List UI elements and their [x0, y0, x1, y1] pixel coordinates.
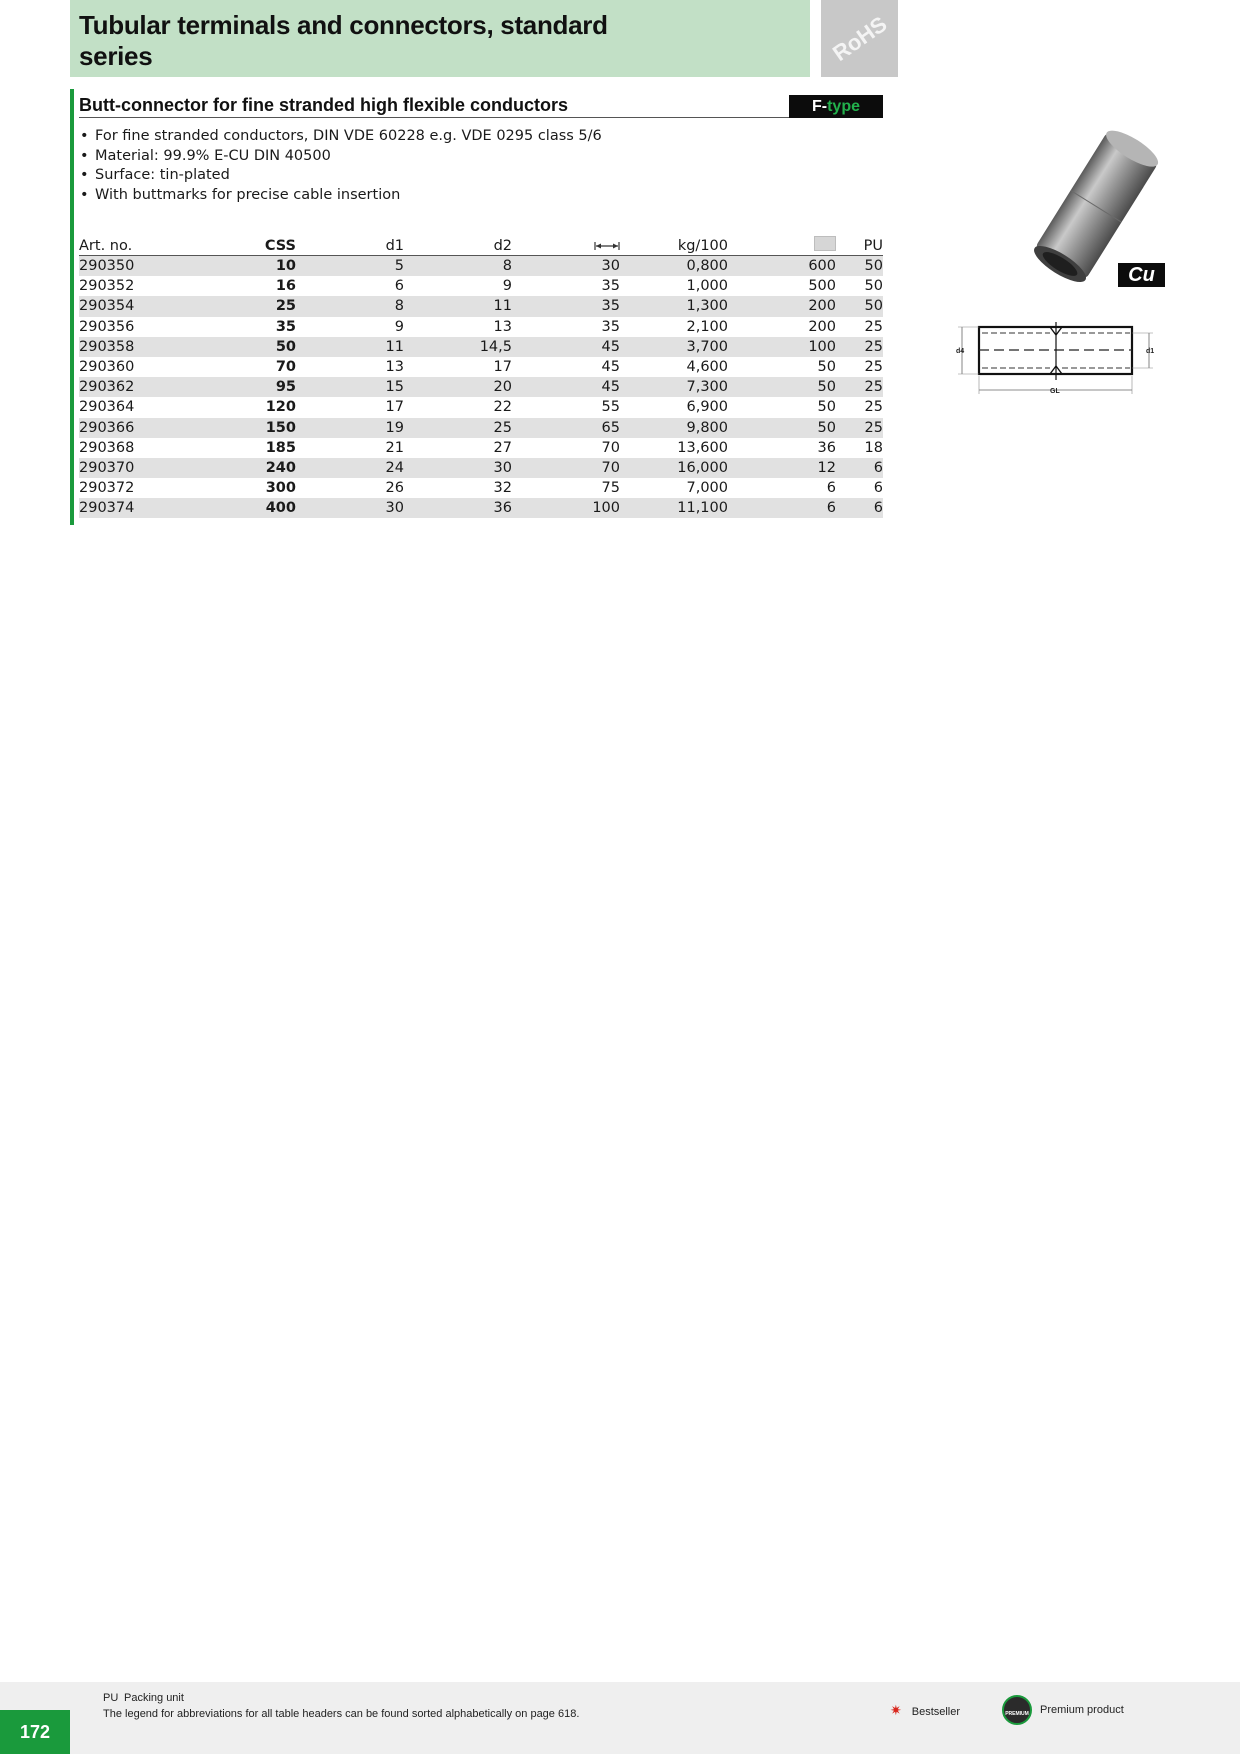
cell-package: 50 [728, 418, 836, 438]
feature-text: Material: 99.9% E-CU DIN 40500 [95, 147, 331, 164]
package-icon [814, 236, 836, 251]
length-arrow-icon [594, 241, 620, 251]
feature-text: For fine stranded conductors, DIN VDE 60228 e.g. VDE 0295 class 5/6 [95, 128, 602, 144]
cell-d1: 30 [296, 498, 404, 518]
cell-css: 70 [275, 359, 296, 376]
label-d4: d4 [956, 348, 965, 355]
cell-pu: 25 [836, 337, 883, 357]
cell-d2: 27 [493, 439, 512, 456]
cell-d1: 19 [296, 418, 404, 438]
cell-css: 25 [201, 296, 296, 316]
bullet-icon: • [80, 186, 89, 203]
cell-pu: 50 [836, 296, 883, 316]
table-row [79, 498, 883, 518]
table-row [79, 438, 883, 458]
cell-length: 45 [601, 359, 620, 376]
cell-art-no: 290350 [79, 256, 201, 277]
cell-d2: 9 [502, 278, 512, 295]
premium-legend [1002, 1695, 1124, 1725]
cell-pu: 25 [864, 359, 883, 376]
cell-d2: 22 [493, 399, 512, 416]
abbr-value: Packing unit [124, 1692, 184, 1704]
cell-d2: 30 [404, 458, 512, 478]
cell-d2: 20 [404, 377, 512, 397]
cell-weight: 13,600 [677, 439, 728, 456]
cell-d1: 9 [394, 318, 404, 335]
premium-badge-icon [1002, 1695, 1032, 1725]
cell-d2: 13 [493, 318, 512, 335]
header-art-no: Art. no. [79, 236, 201, 256]
cell-css: 185 [265, 439, 296, 456]
header-weight: kg/100 [620, 236, 728, 256]
cell-css: 35 [275, 318, 296, 335]
feature-item [80, 147, 602, 167]
cell-d1: 6 [394, 278, 404, 295]
bullet-icon: • [80, 147, 89, 164]
cell-pu: 25 [864, 318, 883, 335]
cell-package: 50 [817, 399, 836, 416]
cell-art-no: 290366 [79, 418, 201, 438]
header-css: CSS [201, 236, 296, 256]
abbr-key: PU [103, 1692, 119, 1704]
premium-badge-text: PREMIUM [1005, 1711, 1029, 1717]
cell-weight: 16,000 [620, 458, 728, 478]
header-d2: d2 [404, 236, 512, 256]
bestseller-legend [890, 1702, 960, 1720]
cell-weight: 3,700 [620, 337, 728, 357]
table-row [79, 357, 883, 377]
cell-art-no: 290360 [79, 359, 135, 376]
cell-length: 55 [601, 399, 620, 416]
cell-art-no: 290352 [79, 278, 135, 295]
cell-css: 150 [201, 418, 296, 438]
cell-length: 30 [512, 256, 620, 277]
cell-length: 75 [601, 480, 620, 497]
header-d1: d1 [296, 236, 404, 256]
cell-d1: 8 [296, 296, 404, 316]
header-package [728, 236, 836, 256]
cell-css: 120 [265, 399, 296, 416]
table-header-row [79, 236, 883, 256]
cell-pu: 25 [836, 377, 883, 397]
feature-list [80, 127, 602, 205]
feature-item [80, 166, 602, 186]
cell-weight: 1,300 [620, 296, 728, 316]
cell-package: 500 [808, 278, 836, 295]
table-row [79, 317, 883, 337]
cell-length: 45 [512, 377, 620, 397]
cell-d2: 8 [404, 256, 512, 277]
bullet-icon: • [80, 128, 89, 144]
premium-label: Premium product [1040, 1703, 1124, 1716]
table-row [79, 478, 883, 498]
cell-pu: 50 [864, 278, 883, 295]
cell-art-no: 290370 [79, 458, 201, 478]
cell-d2: 17 [493, 359, 512, 376]
cell-art-no: 290358 [79, 337, 201, 357]
cell-pu: 6 [873, 480, 883, 497]
cell-d2: 25 [404, 418, 512, 438]
cell-package: 200 [808, 318, 836, 335]
cell-d1: 24 [296, 458, 404, 478]
cell-art-no: 290372 [79, 480, 135, 497]
label-d1: d1 [1146, 348, 1155, 355]
cell-package: 50 [817, 359, 836, 376]
table-row [79, 256, 883, 277]
cell-art-no: 290364 [79, 399, 135, 416]
cell-css: 400 [201, 498, 296, 518]
cell-css: 240 [201, 458, 296, 478]
cell-length: 45 [512, 337, 620, 357]
cell-d2: 32 [493, 480, 512, 497]
cell-pu: 6 [836, 498, 883, 518]
cell-package: 36 [817, 439, 836, 456]
connector-diagram [950, 320, 1160, 398]
cell-d1: 11 [296, 337, 404, 357]
header-pu: PU [836, 236, 883, 256]
table-row [79, 397, 883, 417]
cell-length: 35 [512, 296, 620, 316]
page-title: Tubular terminals and connectors, standard series [79, 10, 608, 71]
cell-art-no: 290356 [79, 318, 135, 335]
abbreviation-line [103, 1690, 579, 1706]
cell-d1: 15 [296, 377, 404, 397]
rohs-badge [821, 0, 898, 77]
cell-weight: 7,000 [686, 480, 728, 497]
cell-pu: 18 [864, 439, 883, 456]
cell-length: 65 [512, 418, 620, 438]
cell-weight: 9,800 [620, 418, 728, 438]
cell-weight: 0,800 [620, 256, 728, 277]
cell-weight: 1,000 [686, 278, 728, 295]
f-type-prefix: F- [811, 98, 828, 115]
cell-art-no: 290374 [79, 498, 201, 518]
label-gl: GL [1050, 388, 1060, 395]
product-table [79, 236, 883, 518]
rohs-label: RoHS [827, 10, 891, 66]
cell-css: 95 [201, 377, 296, 397]
cell-d2: 14,5 [404, 337, 512, 357]
cell-package: 6 [826, 480, 836, 497]
page-number: 172 [0, 1710, 70, 1754]
cell-pu: 50 [836, 256, 883, 277]
cell-weight: 11,100 [620, 498, 728, 518]
table-row [79, 458, 883, 478]
bullet-icon: • [80, 167, 89, 183]
footer-legend-note [103, 1690, 579, 1722]
cell-length: 70 [601, 439, 620, 456]
cell-pu: 6 [836, 458, 883, 478]
cell-length: 35 [601, 318, 620, 335]
section-header [79, 94, 883, 118]
cell-d1: 26 [385, 480, 404, 497]
cell-css: 300 [265, 480, 296, 497]
table-row [79, 418, 883, 438]
cell-d1: 21 [385, 439, 404, 456]
cell-pu: 25 [836, 418, 883, 438]
cell-art-no: 290368 [79, 439, 135, 456]
table-row [79, 337, 883, 357]
cell-package: 12 [728, 458, 836, 478]
section-accent-bar [70, 89, 74, 525]
cell-package: 100 [728, 337, 836, 357]
cell-package: 6 [728, 498, 836, 518]
cell-weight: 7,300 [620, 377, 728, 397]
cell-css: 50 [201, 337, 296, 357]
section-subtitle: Butt-connector for fine stranded high flexible conductors [79, 95, 569, 115]
cell-package: 50 [728, 377, 836, 397]
table-row [79, 276, 883, 296]
f-type-badge [789, 95, 883, 118]
cell-length: 70 [512, 458, 620, 478]
cell-weight: 2,100 [686, 318, 728, 335]
feature-text: Surface: tin-plated [95, 167, 230, 183]
cell-d2: 36 [404, 498, 512, 518]
legend-note: The legend for abbreviations for all table headers can be found sorted alphabetically on page 618. [103, 1708, 580, 1720]
title-band [70, 0, 810, 77]
cell-d2: 11 [404, 296, 512, 316]
cell-art-no: 290354 [79, 296, 201, 316]
cell-length: 100 [512, 498, 620, 518]
cell-css: 16 [275, 278, 296, 295]
technical-drawing [950, 320, 1160, 398]
table-row [79, 377, 883, 397]
table-row [79, 296, 883, 316]
bestseller-star-icon: ✷ [890, 1702, 902, 1718]
cell-art-no: 290362 [79, 377, 201, 397]
feature-item [80, 127, 602, 147]
cell-d1: 17 [385, 399, 404, 416]
bestseller-label: Bestseller [911, 1706, 961, 1718]
feature-item [80, 186, 602, 206]
cell-weight: 4,600 [686, 359, 728, 376]
cell-d1: 13 [385, 359, 404, 376]
cell-weight: 6,900 [686, 399, 728, 416]
cell-package: 600 [728, 256, 836, 277]
cell-pu: 25 [864, 399, 883, 416]
cell-css: 10 [201, 256, 296, 277]
cell-package: 200 [728, 296, 836, 316]
feature-text: With buttmarks for precise cable insertion [95, 186, 401, 203]
header-length [512, 236, 620, 256]
cell-d1: 5 [296, 256, 404, 277]
material-cu-badge: Cu [1118, 263, 1165, 287]
cell-length: 35 [601, 278, 620, 295]
f-type-suffix: type [827, 98, 860, 115]
